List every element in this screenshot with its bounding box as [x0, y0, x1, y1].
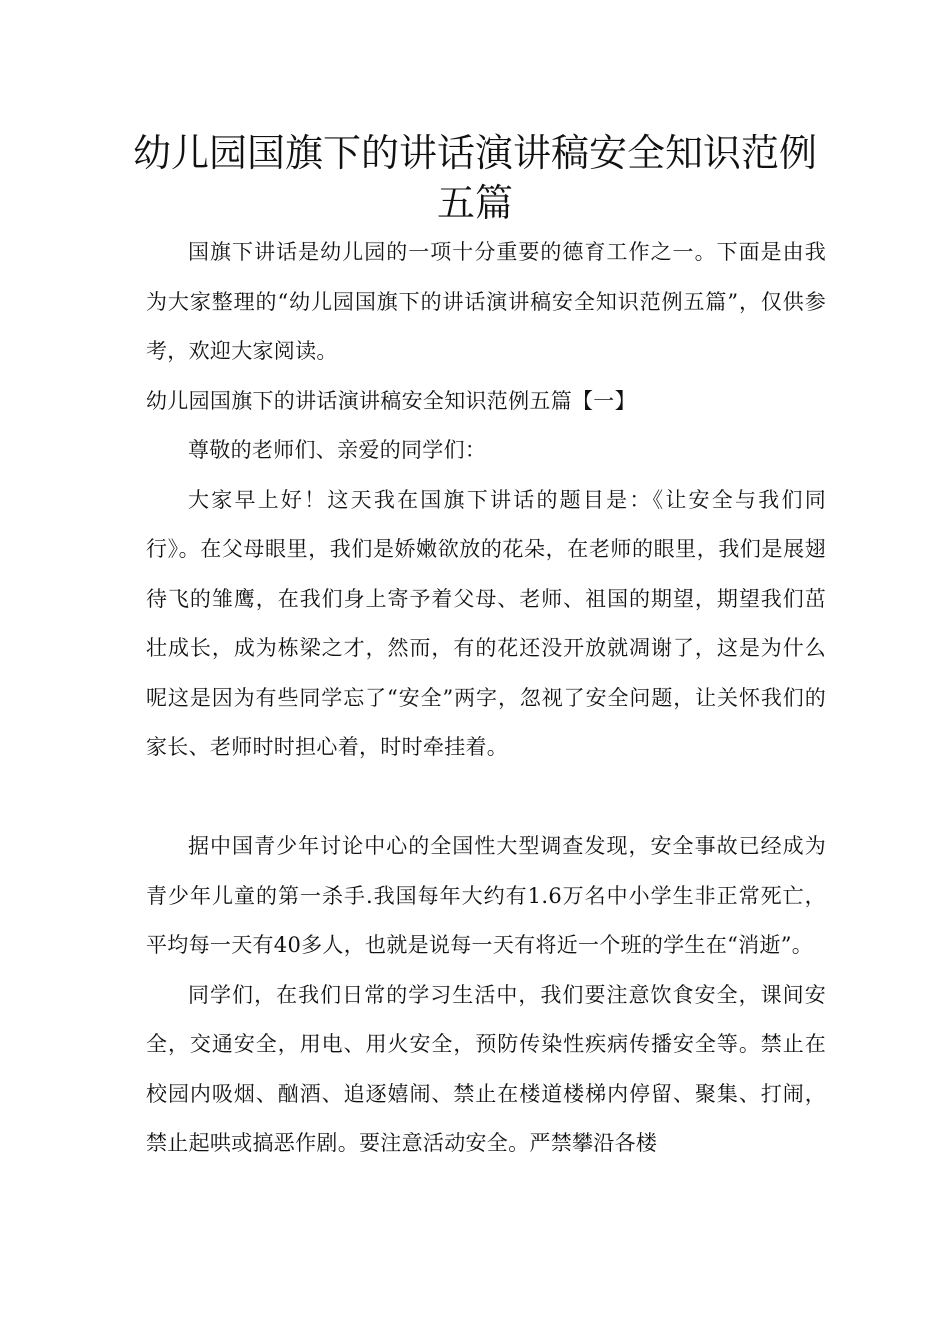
greeting-line: 尊敬的老师们、亲爱的同学们： — [188, 438, 487, 462]
intro-paragraph: 国旗下讲话是幼儿园的一项十分重要的德育工作之一。下面是由我为大家整理的“幼儿园国旗下的讲话演讲稿安全知识范例五篇”，仅供参考，欢迎大家阅读。 — [146, 240, 826, 363]
document-body — [146, 228, 826, 1169]
body-paragraph-1: 大家早上好！这天我在国旗下讲话的题目是：《让安全与我们同行》。在父母眼里，我们是娇嫩欲放的花朵，在老师的眼里，我们是展翅待飞的雏鹰，在我们身上寄予着父母、老师、祖国的期望，期望我们茁壮成长，成为栋梁之才，然而，有的花还没开放就凋谢了，这是为什么呢这是因为有些同学忘了“安全”两字，忽视了安全问题，让关怀我们的家长、老师时时担心着，时时牵挂着。 — [146, 487, 826, 759]
body-paragraph-3: 同学们，在我们日常的学习生活中，我们要注意饮食安全，课间安全，交通安全，用电、用火安全，预防传染性疾病传播安全等。禁止在校园内吸烟、酗酒、追逐嬉闹、禁止在楼道楼梯内停留、聚集、打闹，禁止起哄或搞恶作剧。要注意活动安全。严禁攀沿各楼 — [146, 982, 826, 1155]
section-heading: 幼儿园国旗下的讲话演讲稿安全知识范例五篇【一】 — [146, 388, 636, 413]
body-paragraph-2: 据中国青少年讨论中心的全国性大型调查发现，安全事故已经成为青少年儿童的第一杀手.我国每年大约有1.6万名中小学生非正常死亡，平均每一天有40多人，也就是说每一天有将近一个班的学生在“消逝”。 — [146, 834, 826, 957]
document-title: 幼儿园国旗下的讲话演讲稿安全知识范例五篇 — [132, 131, 817, 225]
